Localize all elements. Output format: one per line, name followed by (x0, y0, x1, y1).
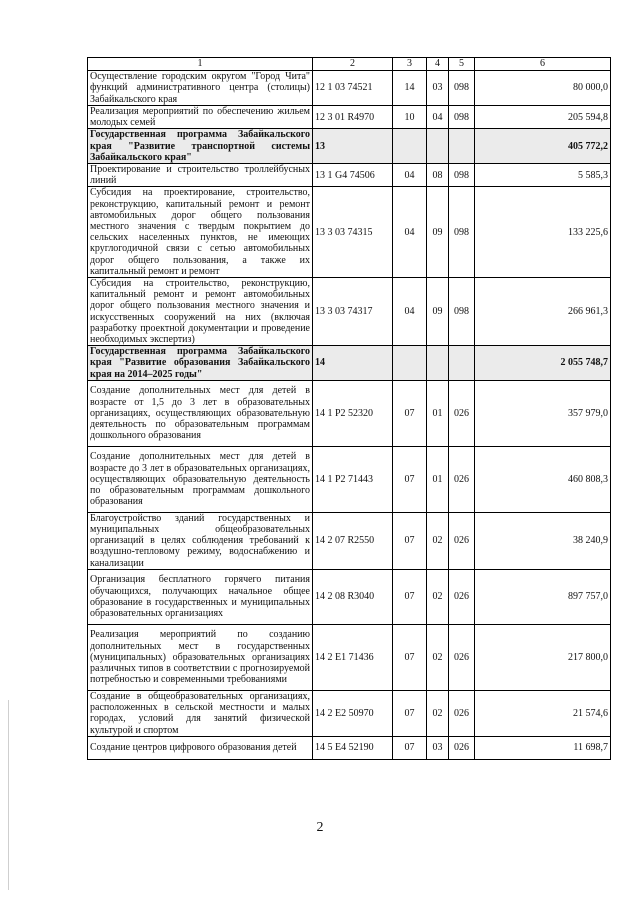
row-subsection-cell (427, 736, 449, 759)
row-kvr-text: 026 (454, 535, 469, 547)
row-code-text: 14 2 08 R3040 (315, 591, 375, 603)
row-section-cell (393, 106, 427, 129)
row-section-cell (393, 690, 427, 736)
row-name-text: Государственная программа Забайкальского края "Развитие транспортной системы Забайкальского края" (90, 129, 310, 163)
scan-edge-line (8, 700, 9, 890)
row-section-text: 07 (404, 651, 415, 663)
row-amount-cell (475, 187, 611, 278)
header-col-5: 5 (449, 58, 475, 71)
row-section-cell (393, 446, 427, 512)
table-row (88, 164, 611, 187)
row-name-text: Создание дополнительных мест для детей в возрасте от 1,5 до 3 лет в образовательных организациях, осуществляющих образовательную деятельность по образовательным программам дошкольного образования (90, 385, 310, 442)
row-code-cell (313, 569, 393, 624)
row-code-text: 14 2 E2 50970 (315, 707, 374, 719)
row-subsection-cell (427, 129, 449, 164)
table-row (88, 71, 611, 106)
row-name-cell (88, 187, 313, 278)
row-code-cell (313, 187, 393, 278)
row-section-text: 07 (404, 742, 415, 754)
row-name-text: Субсидия на строительство, реконструкцию, капитальный ремонт и ремонт автомобильных дорог общего пользования местного значения и искусственных сооружений на них (включая разработку проектной документации и проведение необходимых экспертиз) (90, 278, 310, 346)
row-section-cell (393, 278, 427, 346)
row-section-cell (393, 346, 427, 381)
row-kvr-cell (449, 569, 475, 624)
row-section-text: 04 (404, 306, 415, 318)
row-kvr-text: 026 (454, 707, 469, 719)
row-code-cell (313, 380, 393, 446)
row-section-cell (393, 624, 427, 690)
row-name-cell (88, 129, 313, 164)
row-section-text: 07 (404, 591, 415, 603)
table-row (88, 380, 611, 446)
row-kvr-text: 026 (454, 651, 469, 663)
row-amount-cell (475, 71, 611, 106)
row-name-cell (88, 71, 313, 106)
row-section-cell (393, 569, 427, 624)
row-code-text: 14 1 P2 52320 (315, 407, 374, 419)
header-col-6: 6 (475, 58, 611, 71)
table-row (88, 569, 611, 624)
row-name-cell (88, 569, 313, 624)
row-kvr-text: 098 (454, 226, 469, 238)
row-section-cell (393, 71, 427, 106)
row-name-cell (88, 164, 313, 187)
row-subsection-cell (427, 380, 449, 446)
row-subsection-text: 01 (432, 407, 443, 419)
row-code-text: 13 3 03 74317 (315, 306, 373, 318)
row-section-cell (393, 512, 427, 569)
row-amount-text: 205 594,8 (568, 111, 608, 123)
row-section-text: 07 (404, 707, 415, 719)
header-col-4: 4 (427, 58, 449, 71)
row-amount-cell (475, 164, 611, 187)
row-amount-text: 2 055 748,7 (560, 357, 608, 369)
row-subsection-text: 03 (432, 742, 443, 754)
row-subsection-text: 02 (432, 591, 443, 603)
row-code-text: 12 3 01 R4970 (315, 111, 375, 123)
row-kvr-cell (449, 736, 475, 759)
row-name-text: Создание дополнительных мест для детей в возрасте до 3 лет в образовательных организациях, осуществляющих образовательную деятельность по образовательным программам дошкольного образования (90, 451, 310, 508)
row-amount-cell (475, 690, 611, 736)
row-name-cell (88, 690, 313, 736)
row-amount-text: 38 240,9 (573, 535, 608, 547)
row-section-text: 07 (404, 407, 415, 419)
row-kvr-cell (449, 164, 475, 187)
row-name-text: Осуществление городским округом "Город Чита" функций административного центра (столицы) Забайкальского края (90, 71, 310, 105)
table-row (88, 736, 611, 759)
row-kvr-cell (449, 380, 475, 446)
row-code-text: 14 2 07 R2550 (315, 535, 375, 547)
row-subsection-cell (427, 71, 449, 106)
row-subsection-cell (427, 446, 449, 512)
row-kvr-text: 026 (454, 407, 469, 419)
row-name-text: Благоустройство зданий государственных и муниципальных общеобразовательных организаций в целях соблюдения требований к воздушно-тепловому режиму, водоснабжению и канализации (90, 512, 310, 569)
row-kvr-cell (449, 187, 475, 278)
row-code-cell (313, 512, 393, 569)
row-subsection-cell (427, 512, 449, 569)
row-kvr-cell (449, 106, 475, 129)
row-kvr-text: 026 (454, 591, 469, 603)
row-section-cell (393, 380, 427, 446)
row-kvr-text: 098 (454, 82, 469, 94)
row-subsection-cell (427, 106, 449, 129)
row-name-cell (88, 512, 313, 569)
row-amount-cell (475, 736, 611, 759)
row-amount-text: 80 000,0 (573, 82, 608, 94)
row-code-cell (313, 346, 393, 381)
header-col-2: 2 (313, 58, 393, 71)
row-section-cell (393, 736, 427, 759)
row-subsection-text: 09 (432, 226, 443, 238)
row-amount-text: 266 961,3 (568, 306, 608, 318)
row-code-cell (313, 164, 393, 187)
row-code-cell (313, 71, 393, 106)
row-code-text: 14 (315, 357, 325, 369)
row-code-text: 12 1 03 74521 (315, 82, 373, 94)
row-amount-cell (475, 446, 611, 512)
row-subsection-cell (427, 187, 449, 278)
row-subsection-cell (427, 624, 449, 690)
row-subsection-cell (427, 690, 449, 736)
row-code-cell (313, 690, 393, 736)
row-name-text: Субсидия на проектирование, строительство, реконструкцию, капитальный ремонт и ремонт автомобильных дорог общего пользования местного значения с твердым покрытием до сельских населенных пунктов, не имеющих круглогодичной связи с сетью автомобильных дорог общего пользования, а также их капитальный ремонт и ремонт (90, 187, 310, 277)
row-section-cell (393, 164, 427, 187)
row-code-cell (313, 624, 393, 690)
row-subsection-text: 03 (432, 82, 443, 94)
row-name-cell (88, 380, 313, 446)
row-code-cell (313, 129, 393, 164)
row-code-text: 14 5 E4 52190 (315, 742, 374, 754)
row-section-text: 07 (404, 473, 415, 485)
row-name-cell (88, 624, 313, 690)
row-name-cell (88, 106, 313, 129)
row-subsection-text: 02 (432, 535, 443, 547)
program-row (88, 129, 611, 164)
row-name-cell (88, 278, 313, 346)
row-name-cell (88, 446, 313, 512)
row-code-cell (313, 446, 393, 512)
page-number: 2 (316, 820, 324, 835)
row-name-text: Проектирование и строительство троллейбусных линий (90, 164, 310, 187)
row-subsection-cell (427, 569, 449, 624)
row-code-cell (313, 278, 393, 346)
row-kvr-cell (449, 129, 475, 164)
row-amount-text: 357 979,0 (568, 407, 608, 419)
row-code-text: 14 2 E1 71436 (315, 651, 374, 663)
row-amount-text: 897 757,0 (568, 591, 608, 603)
row-amount-text: 11 698,7 (573, 742, 608, 754)
table-header-row (88, 58, 611, 71)
table-row (88, 187, 611, 278)
row-code-text: 14 1 P2 71443 (315, 473, 374, 485)
row-kvr-text: 098 (454, 306, 469, 318)
row-amount-cell (475, 569, 611, 624)
row-subsection-text: 02 (432, 651, 443, 663)
row-kvr-text: 098 (454, 111, 469, 123)
row-kvr-text: 026 (454, 473, 469, 485)
row-amount-text: 133 225,6 (568, 226, 608, 238)
row-code-cell (313, 736, 393, 759)
row-kvr-text: 026 (454, 742, 469, 754)
row-code-text: 13 (315, 140, 325, 152)
row-code-text: 13 3 03 74315 (315, 226, 373, 238)
row-subsection-text: 02 (432, 707, 443, 719)
row-name-text: Создание в общеобразовательных организациях, расположенных в сельской местности и малых городах, условий для занятий физической культурой и спортом (90, 690, 310, 736)
row-section-text: 14 (404, 82, 415, 94)
row-section-cell (393, 187, 427, 278)
row-amount-text: 5 585,3 (578, 169, 608, 181)
row-kvr-text: 098 (454, 169, 469, 181)
row-kvr-cell (449, 512, 475, 569)
row-amount-cell (475, 106, 611, 129)
row-kvr-cell (449, 446, 475, 512)
row-code-text: 13 1 G4 74506 (315, 169, 375, 181)
header-col-1: 1 (88, 58, 313, 71)
row-name-text: Создание центров цифрового образования детей (90, 742, 297, 754)
header-col-3: 3 (393, 58, 427, 71)
row-subsection-cell (427, 346, 449, 381)
row-name-text: Реализация мероприятий по обеспечению жильем молодых семей (90, 106, 310, 129)
row-amount-cell (475, 624, 611, 690)
row-kvr-cell (449, 346, 475, 381)
row-section-text: 04 (404, 169, 415, 181)
row-code-cell (313, 106, 393, 129)
row-amount-text: 21 574,6 (573, 707, 608, 719)
row-section-text: 04 (404, 226, 415, 238)
row-kvr-cell (449, 278, 475, 346)
program-row (88, 346, 611, 381)
table-row (88, 690, 611, 736)
table-row (88, 512, 611, 569)
row-subsection-text: 01 (432, 473, 443, 485)
budget-allocation-table (87, 57, 611, 760)
row-name-text: Государственная программа Забайкальского края "Развитие образования Забайкальского края на 2014–2025 годы" (90, 346, 310, 380)
row-amount-cell (475, 512, 611, 569)
row-subsection-text: 08 (432, 169, 443, 181)
row-subsection-text: 04 (432, 111, 443, 123)
row-amount-text: 405 772,2 (568, 140, 608, 152)
row-amount-cell (475, 278, 611, 346)
row-subsection-cell (427, 278, 449, 346)
row-amount-cell (475, 129, 611, 164)
table-row (88, 446, 611, 512)
row-amount-text: 217 800,0 (568, 651, 608, 663)
table-row (88, 106, 611, 129)
table-row (88, 278, 611, 346)
row-name-text: Организация бесплатного горячего питания обучающихся, получающих начальное общее образование в государственных и муниципальных образовательных организациях (90, 574, 310, 620)
row-name-text: Реализация мероприятий по созданию дополнительных мест в государственных (муниципальных) образовательных организациях различных типов в соответствии с прогнозируемой потребностью и современными требованиями (90, 629, 310, 686)
row-name-cell (88, 346, 313, 381)
row-amount-cell (475, 380, 611, 446)
row-amount-cell (475, 346, 611, 381)
row-name-cell (88, 736, 313, 759)
row-amount-text: 460 808,3 (568, 473, 608, 485)
row-kvr-cell (449, 624, 475, 690)
row-subsection-text: 09 (432, 306, 443, 318)
row-section-text: 07 (404, 535, 415, 547)
row-kvr-cell (449, 690, 475, 736)
row-subsection-cell (427, 164, 449, 187)
table-row (88, 624, 611, 690)
row-section-cell (393, 129, 427, 164)
row-kvr-cell (449, 71, 475, 106)
row-section-text: 10 (404, 111, 415, 123)
